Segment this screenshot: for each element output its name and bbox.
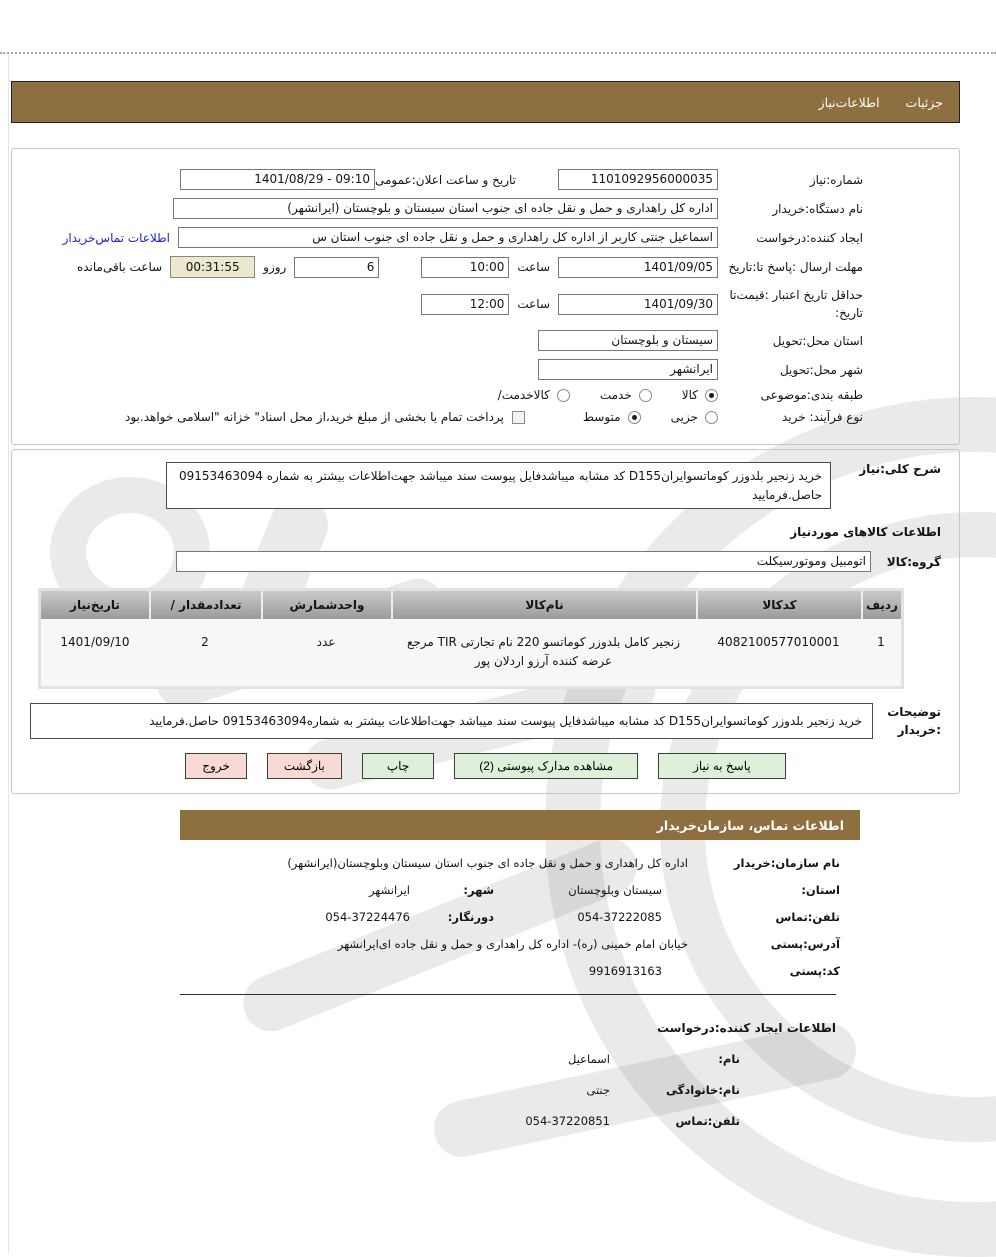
- view-attachments-button[interactable]: مشاهده مدارک پیوستی (2): [454, 753, 638, 779]
- items-table: [38, 588, 904, 689]
- city-label: شهر:: [463, 883, 494, 898]
- minor-radio-label: جزیی: [670, 410, 698, 424]
- exit-button[interactable]: خروج: [185, 753, 247, 779]
- fax-value: 054-37224476: [325, 910, 410, 925]
- classification-option-goods-service: [498, 388, 570, 402]
- page-header-bar: [11, 81, 960, 123]
- goods-group-field[interactable]: اتومبیل وموتورسیکلت: [176, 551, 871, 572]
- address-row: [176, 937, 840, 951]
- need-number-row: [32, 169, 863, 190]
- service-radio-label: خدمت: [599, 388, 632, 402]
- treasury-note: پرداخت تمام یا بخشی از مبلغ خرید،از محل اسناد" خزانه "اسلامی خواهد.بود: [125, 410, 504, 424]
- items-table-header: [41, 591, 901, 619]
- treasury-checkbox[interactable]: [512, 411, 525, 424]
- fax-label: دورنگار:: [447, 910, 494, 925]
- remaining-hours-label: ساعت باقی‌مانده: [76, 260, 163, 274]
- section-divider: [180, 994, 836, 995]
- reply-deadline-date-field[interactable]: 1401/09/05: [558, 257, 718, 278]
- request-creator-row: [32, 227, 863, 248]
- need-summary-panel: [11, 148, 960, 445]
- request-creator-label: ایجاد کننده:درخواست: [756, 230, 863, 245]
- requester-name-value: اسماعیل: [567, 1052, 610, 1067]
- requester-info-header: اطلاعات ایجاد کننده:درخواست: [656, 1021, 836, 1036]
- cell-row: 1: [861, 619, 901, 686]
- top-divider: [0, 52, 996, 54]
- requester-family-row: [0, 1083, 740, 1097]
- cell-code: 4082100577010001: [696, 619, 861, 686]
- phone-fax-row: [176, 910, 840, 924]
- org-name-label: نام سازمان:خریدار: [733, 856, 840, 871]
- postal-code-label: کد:پستی: [789, 964, 840, 979]
- buyer-org-label: نام دستگاه:خریدار: [772, 201, 863, 216]
- need-number-label: شماره:نیاز: [809, 172, 863, 187]
- tab-need-info[interactable]: اطلاعات‌نیاز: [818, 94, 880, 110]
- goods-service-radio[interactable]: [557, 389, 570, 402]
- countdown-timer: 00:31:55: [170, 256, 255, 278]
- minor-radio[interactable]: [705, 411, 718, 424]
- process-type-row: [32, 410, 863, 424]
- delivery-province-label: استان محل:تحویل: [772, 333, 863, 348]
- city-value: ایرانشهر: [368, 883, 410, 898]
- requester-name-label: نام:: [718, 1052, 740, 1067]
- overall-desc-box[interactable]: خرید زنجیر بلدوزر کوماتسوایرانD155 کد مشابه میباشدفایل پیوست سند میباشد جهت‌اطلاعات بیشتر به شماره 09153463094 حاصل.فرمایید: [166, 462, 831, 509]
- table-row: [41, 619, 901, 686]
- reply-deadline-label: مهلت ارسال :پاسخ تا:تاریخ: [728, 260, 863, 274]
- process-type-label: نوع فرآیند: خرید: [782, 410, 863, 424]
- reply-deadline-row: [32, 256, 863, 278]
- need-number-field[interactable]: 1101092956000035: [558, 169, 718, 190]
- overall-desc-label: شرح کلی:نیاز: [859, 462, 941, 476]
- process-option-medium: [583, 410, 641, 424]
- medium-radio[interactable]: [628, 411, 641, 424]
- goods-group-row: [30, 551, 941, 572]
- price-validity-time-field[interactable]: 12:00: [421, 294, 509, 315]
- tab-details[interactable]: جزئیات: [905, 94, 943, 110]
- need-items-panel: [11, 449, 960, 794]
- overall-desc-row: [30, 462, 941, 509]
- buyer-note-row: [30, 703, 941, 739]
- province-value: سیستان وبلوچستان: [568, 883, 662, 898]
- announce-datetime-label: تاریخ و ساعت اعلان:عمومی: [374, 172, 516, 187]
- buyer-org-field[interactable]: اداره کل راهداری و حمل و نقل جاده ای جنوب استان سیستان و بلوچستان (ایرانشهر): [173, 198, 718, 219]
- phone-value: 054-37222085: [577, 910, 662, 925]
- postal-code-row: [176, 964, 840, 978]
- delivery-province-field[interactable]: سیستان و بلوچستان: [538, 330, 718, 351]
- postal-code-value: 9916913163: [588, 964, 662, 979]
- cell-name: زنجیر کامل بلدوزر کوماتسو 220 نام تجارتی TIR مرجع عرضه کننده آرزو اردلان پور: [391, 619, 696, 686]
- print-button[interactable]: چاپ: [362, 753, 434, 779]
- cell-unit: عدد: [261, 619, 391, 686]
- goods-group-label: گروه:کالا: [886, 554, 941, 569]
- delivery-province-row: [32, 330, 863, 351]
- delivery-city-label: شهر محل:تحویل: [779, 362, 863, 377]
- col-name: نام‌کالا: [391, 591, 696, 619]
- requester-phone-row: [0, 1114, 740, 1128]
- goods-service-radio-label: کالاخدمت/: [497, 388, 550, 402]
- buyer-note-box[interactable]: خرید زنجیر بلدوزر کوماتسوایرانD155 کد مشابه میباشدفایل پیوست سند میباشد جهت‌اطلاعات بیشتر به شماره09153463094 حاصل.فرمایید: [30, 703, 873, 739]
- buyer-contact-header: اطلاعات تماس، سازمان‌خریدار: [656, 817, 844, 833]
- remaining-days-field[interactable]: 6: [294, 257, 379, 278]
- goods-radio-label: کالا: [681, 388, 698, 402]
- province-label: استان:: [801, 883, 840, 898]
- col-code: کدکالا: [696, 591, 861, 619]
- requester-family-value: جنتی: [586, 1083, 610, 1098]
- request-creator-field[interactable]: اسماعیل جنتی کاربر از اداره کل راهداری و حمل و نقل جاده ای جنوب استان س: [178, 227, 718, 248]
- announce-datetime-field[interactable]: 1401/08/29 - 09:10: [180, 169, 375, 190]
- reply-deadline-time-field[interactable]: 10:00: [421, 257, 509, 278]
- delivery-city-row: [32, 359, 863, 380]
- hour-label: ساعت: [517, 260, 550, 274]
- hour-label: ساعت: [517, 297, 550, 311]
- col-row: ردیف: [861, 591, 901, 619]
- actions-row: [30, 753, 941, 779]
- province-city-row: [176, 883, 840, 897]
- col-qty: تعدادمقدار /: [149, 591, 261, 619]
- items-info-header: اطلاعات کالاهای موردنیاز: [790, 525, 941, 540]
- buyer-contact-link[interactable]: اطلاعات تماس‌خریدار: [62, 230, 170, 245]
- org-name-value: اداره کل راهداری و حمل و نقل جاده ای جنوب استان سیستان وبلوچستان(ایرانشهر): [287, 856, 688, 871]
- col-unit: واحدشمارش: [261, 591, 391, 619]
- org-name-row: [176, 856, 840, 870]
- buyer-contact-header-bar: [180, 810, 860, 840]
- requester-family-label: نام:خانوادگی: [666, 1083, 740, 1098]
- price-validity-row: [32, 286, 863, 322]
- goods-radio[interactable]: [705, 389, 718, 402]
- address-label: آدرس:پستی: [770, 937, 840, 952]
- days-label: روزو: [263, 260, 287, 274]
- requester-phone-label: تلفن:تماس: [675, 1114, 740, 1129]
- buyer-note-label: توضیحات :خریدار: [887, 705, 941, 738]
- classification-option-service: [600, 388, 652, 402]
- cell-date: 1401/09/10: [41, 619, 149, 686]
- requester-info-section: [0, 1052, 996, 1128]
- price-validity-label: حداقل تاریخ اعتبار :قیمت‌تا تاریخ:: [729, 288, 863, 320]
- requester-phone-value: 054-37220851: [525, 1114, 610, 1129]
- address-value: خیابان امام خمینی (ره)- اداره کل راهداری و حمل و نقل جاده ای‌ایرانشهر: [337, 937, 688, 952]
- price-validity-date-field[interactable]: 1401/09/30: [558, 294, 718, 315]
- process-option-minor: [671, 410, 718, 424]
- requester-name-row: [0, 1052, 740, 1066]
- classification-row: [32, 388, 863, 402]
- cell-qty: 2: [149, 619, 261, 686]
- classification-label: طبقه بندی:موضوعی: [760, 388, 863, 402]
- col-date: تاریخ‌نیاز: [41, 591, 149, 619]
- phone-label: تلفن:تماس: [775, 910, 840, 925]
- classification-option-goods: [682, 388, 718, 402]
- back-button[interactable]: بازگشت: [267, 753, 342, 779]
- service-radio[interactable]: [639, 389, 652, 402]
- reply-to-need-button[interactable]: پاسخ به نیاز: [658, 753, 786, 779]
- buyer-contact-section: [176, 856, 840, 978]
- delivery-city-field[interactable]: ایرانشهر: [538, 359, 718, 380]
- buyer-org-row: [32, 198, 863, 219]
- medium-radio-label: متوسط: [582, 410, 621, 424]
